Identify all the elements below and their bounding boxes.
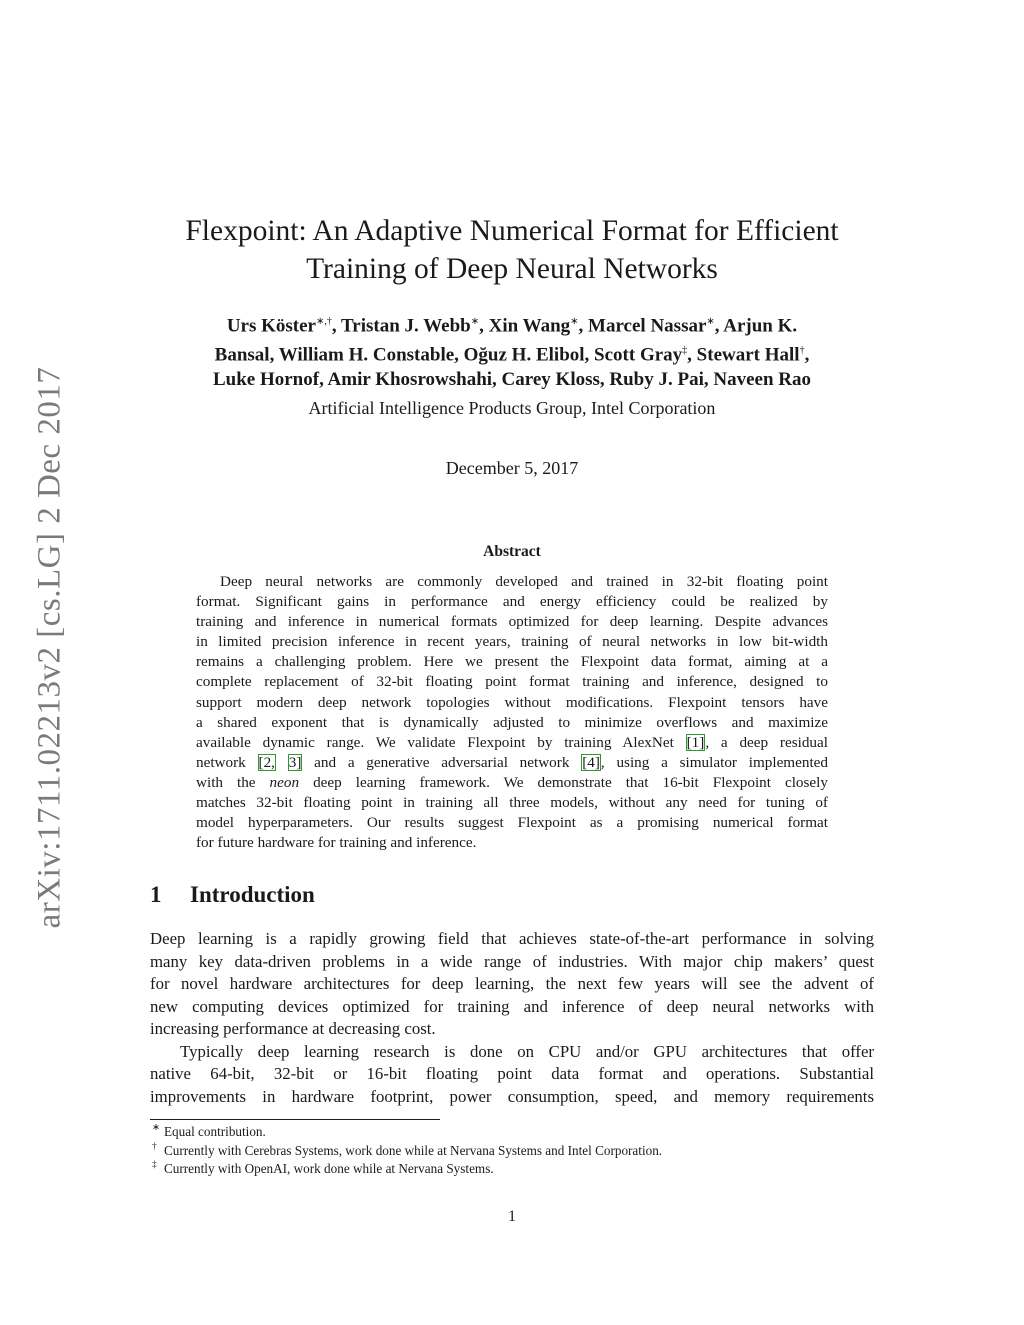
- citation-link[interactable]: [2,: [258, 753, 275, 771]
- footnote-text: Equal contribution.: [164, 1124, 266, 1139]
- title-line-1: Flexpoint: An Adaptive Numerical Format for Efficient: [185, 215, 839, 247]
- abstract-line: model hyperparameters. Our results suggest Flexpoint as a promising numerical format: [196, 814, 828, 832]
- abstract-line: [196, 733, 828, 753]
- body-line: for novel hardware architectures for deep learning, the next few years will see the advent of: [150, 974, 874, 993]
- author-name: , Arjun K.: [714, 315, 798, 337]
- title-line-2: Training of Deep Neural Networks: [306, 253, 718, 285]
- author-name: Urs Köster: [226, 315, 316, 337]
- abstract-line: a shared exponent that is dynamically adjusted to minimize overflows and maximize: [196, 713, 828, 731]
- author-mark: ∗: [706, 316, 715, 327]
- abstract-body: [196, 572, 828, 853]
- author-list: [140, 310, 884, 392]
- author-punct: ,: [804, 344, 810, 366]
- abstract-line: training and inference in numerical formats optimized for deep learning. Despite advances: [196, 613, 828, 631]
- abstract-text: deep learning framework. We demonstrate that 16-bit Flexpoint closely: [299, 773, 828, 791]
- author-line-1: [140, 310, 884, 339]
- abstract-text: with the: [196, 773, 270, 791]
- abstract-text: available dynamic range. We validate Flexpoint by training AlexNet: [196, 733, 686, 751]
- author-names: Bansal, William H. Constable, Oğuz H. Elibol, Scott Gray: [214, 344, 683, 366]
- affiliation: Artificial Intelligence Products Group, Intel Corporation: [308, 398, 716, 418]
- abstract-heading: Abstract: [483, 543, 541, 560]
- footnote: [150, 1123, 874, 1142]
- footnote: [150, 1160, 874, 1179]
- footnote-text: Currently with Cerebras Systems, work done while at Nervana Systems and Intel Corporation.: [164, 1142, 663, 1158]
- abstract-text: , using a simulator implemented: [600, 753, 829, 771]
- abstract-line: support modern deep network topologies without modifications. Flexpoint tensors have: [196, 693, 828, 711]
- abstract-line: for future hardware for training and inference.: [196, 834, 477, 852]
- abstract-text: network: [196, 753, 258, 771]
- body-line: improvements in hardware footprint, power consumption, speed, and memory requirements: [150, 1086, 874, 1106]
- footnote: [150, 1142, 874, 1161]
- body-line: increasing performance at decreasing cost.: [150, 1019, 436, 1038]
- body-line: many key data-driven problems in a wide range of industries. With major chip makers’ quest: [150, 951, 874, 971]
- footnote-mark: †: [152, 1141, 157, 1152]
- footnote-mark: ‡: [152, 1160, 157, 1170]
- section-title: Introduction: [190, 882, 315, 907]
- author-mark: †: [799, 344, 805, 356]
- arxiv-side-identifier: [20, 365, 80, 930]
- neon-framework-name: neon: [269, 773, 300, 791]
- citation-link[interactable]: [1]: [686, 733, 705, 751]
- abstract-line: [196, 773, 828, 793]
- author-mark: ∗,†: [316, 316, 332, 327]
- author-name: , Marcel Nassar: [578, 315, 707, 337]
- section-heading: [150, 882, 874, 908]
- page-number: 1: [508, 1208, 516, 1225]
- author-line-2: [140, 339, 884, 368]
- author-mark: ∗: [470, 316, 480, 327]
- author-mark: ∗: [570, 316, 579, 327]
- author-line-3: Luke Hornof, Amir Khosrowshahi, Carey Kloss, Ruby J. Pai, Naveen Rao: [212, 368, 812, 390]
- abstract-line: complete replacement of 32-bit floating point format training and inference, designed to: [196, 673, 828, 691]
- abstract-line: matches 32-bit floating point in training all three models, without any need for tuning of: [196, 794, 828, 812]
- author-mark: ‡: [682, 344, 688, 356]
- author-name: , Stewart Hall: [687, 344, 800, 366]
- author-name: , Tristan J. Webb: [331, 315, 471, 337]
- footnotes: [150, 1123, 874, 1179]
- abstract-text: , a deep residual: [705, 733, 828, 751]
- body-line: Typically deep learning research is done on CPU and/or GPU architectures that offer: [180, 1041, 874, 1061]
- body-line: Deep learning is a rapidly growing field that achieves state-of-the-art performance in solving: [150, 929, 874, 948]
- body-line: native 64-bit, 32-bit or 16-bit floating point data format and operations. Substantial: [150, 1064, 874, 1083]
- paper-date: December 5, 2017: [445, 458, 579, 478]
- abstract-text: and a generative adversarial network: [302, 753, 582, 771]
- paper-title: [140, 212, 884, 288]
- abstract-line: remains a challenging problem. Here we present the Flexpoint data format, aiming at a: [196, 653, 828, 671]
- footnote-text: Currently with OpenAI, work done while at Nervana Systems.: [164, 1161, 494, 1176]
- abstract-line: Deep neural networks are commonly developed and trained in 32-bit floating point: [220, 573, 828, 590]
- author-name: , Xin Wang: [479, 315, 571, 337]
- introduction-body: [150, 928, 874, 1108]
- body-line: new computing devices optimized for training and inference of deep neural networks with: [150, 996, 874, 1016]
- abstract-line: [196, 753, 828, 773]
- citation-link[interactable]: [4]: [582, 753, 600, 771]
- section-number: 1: [150, 882, 162, 907]
- citation-link[interactable]: 3]: [288, 753, 302, 771]
- arxiv-id-text: arXiv:1711.02213v2 [cs.LG] 2 Dec 2017: [31, 366, 68, 929]
- abstract-line: in limited precision inference in recent years, training of neural networks in low bit-width: [196, 633, 828, 651]
- footnote-rule: [150, 1119, 440, 1120]
- footnote-mark: ∗: [152, 1123, 160, 1133]
- abstract-line: format. Significant gains in performance and energy efficiency could be realized by: [196, 593, 828, 611]
